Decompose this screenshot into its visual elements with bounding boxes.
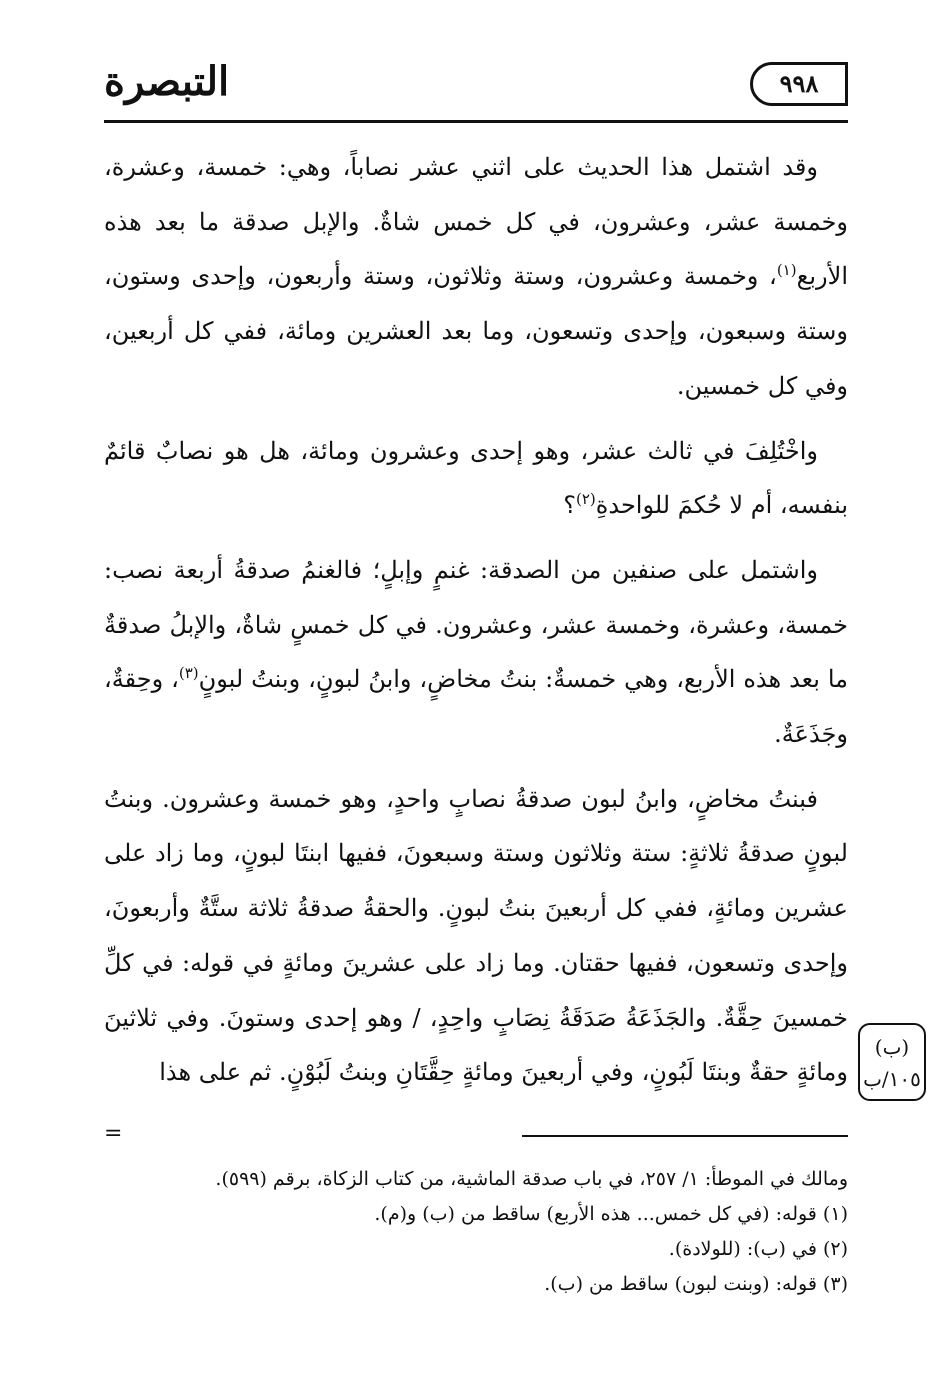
footnote-1: (١) قوله: (في كل خمس... هذه الأربع) ساقط من (ب) و(م). <box>374 1203 848 1225</box>
footnote-continuation: ومالك في الموطأ: ١/ ٢٥٧، في باب صدقة الماشية، من كتاب الزكاة، برقم (٥٩٩). <box>215 1168 848 1190</box>
paragraph-2-part-1: واخْتُلِفَ في ثالث عشر، وهو إحدى وعشرون ومائة، هل هو نصابٌ قائمٌ بنفسه، أم لا حُكمَ للواحدةِ <box>104 436 848 520</box>
paragraph-1-part-1: وقد اشتمل هذا الحديث على اثني عشر نصاباً، وهي: خمسة، وعشرة، وخمسة عشر، وعشرون، في كل خمس شاةٌ. والإبل صدقة ما بعد هذه الأربع <box>104 153 848 291</box>
book-title: التبصرة <box>104 58 230 105</box>
main-text <box>104 140 848 1100</box>
paragraph-3-part-1: واشتمل على صنفين من الصدقة: غنمٍ وإبلٍ؛ فالغنمُ صدقةُ أربعة نصب: خمسة، وعشرة، وخمسة عشر، وعشرون. في كل خمسٍ شاةٌ، والإبلُ صدقةٌ ما بعد هذه الأربع، وهي خمسةٌ: بنتُ مخاضٍ، وابنُ لبونٍ، وبنتُ لبونٍ <box>104 555 848 694</box>
paragraph-2 <box>104 424 848 533</box>
footnote-3: (٣) قوله: (وبنت لبون) ساقط من (ب). <box>544 1273 848 1295</box>
paragraph-2-part-2: ؟ <box>563 491 576 520</box>
footnote-ref-2[interactable]: (٢) <box>576 490 596 509</box>
footnote-ref-3[interactable]: (٣) <box>178 664 199 683</box>
footnote-separator <box>522 1135 848 1137</box>
paragraph-3-part-2: ، وحِقةٌ، وجَذَعَةٌ. <box>104 665 848 749</box>
margin-note-line-1: (ب) <box>874 1035 910 1059</box>
margin-note-line-2: ١٠٥/ب <box>863 1067 921 1091</box>
footnote-2: (٢) في (ب): (للولادة). <box>668 1238 848 1260</box>
page-number: ٩٩٨ <box>750 62 848 106</box>
paragraph-4: فبنتُ مخاضٍ، وابنُ لبون صدقةُ نصابٍ واحدٍ، وهو خمسة وعشرون. وبنتُ لبونٍ صدقةُ ثلاثةٍ: ستة وثلاثون وستة وسبعونَ، ففيها ابنتَا لبونٍ، وما زاد على عشرين ومائةٍ، ففي كل أربعينَ بنتُ لبونٍ. والحقةُ صدقةُ ثلاثة ستَّةٌ وأربعونَ، وإحدى وتسعون، ففيها حقتان. وما زاد على عشرينَ ومائةٍ في قوله: في كلِّ خمسينَ حِقَّةٌ. والجَذَعَةُ صَدَقَةُ نِصَابٍ واحِدٍ، / وهو إحدى وستونَ. وفي ثلاثينَ ومائةٍ حقةٌ وبنتَا لَبُونٍ، وفي أربعينَ ومائةٍ حِقَّتَانِ وبنتُ لَبُوْنٍ. ثم على هذا <box>104 784 849 1087</box>
paragraph-1 <box>104 140 848 414</box>
manuscript-margin-note <box>858 1023 926 1101</box>
footnote-ref-1[interactable]: (١) <box>776 261 797 280</box>
paragraph-3 <box>104 543 848 762</box>
page-header <box>104 56 848 124</box>
header-rule <box>104 120 848 123</box>
footnote-continuation-mark: = <box>104 1121 123 1146</box>
paragraph-1-part-2: ، وخمسة وعشرون، وستة وثلاثون، وستة وأربعون، وإحدى وستون، وستة وسبعون، وإحدى وتسعون، وما بعد العشرين ومائة، ففي كل أربعين، وفي كل خمسين. <box>104 262 848 400</box>
footnotes <box>104 1162 848 1302</box>
